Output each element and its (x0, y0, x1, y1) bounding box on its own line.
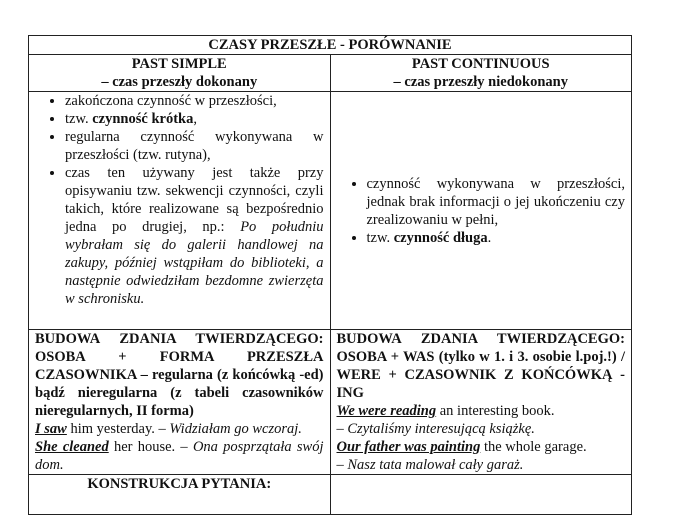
example: She cleaned her house. – Ona posprzątała swój dom. (35, 439, 324, 473)
list-item: • czynność wykonywana w przeszłości, jednak brak informacji o jej ukończeniu czy zrealizowaniu w pełni, (367, 175, 626, 229)
list-item: • tzw. czynność długa. (367, 229, 626, 247)
past-continuous-usage (330, 92, 632, 330)
list-item: • czas ten używany jest także przy opisywaniu tzw. sekwencji czynności, czyli takich, które realizowane są bezpośrednio jedna po drugiej, np.: Po południu wybrałam się do galerii handlowej na zakupy, później wstąpiłam do biblioteki, a następnie odwiedziłam bezdomne zwierzęta w schronisku. (65, 164, 324, 308)
question-construction-header: KONSTRUKCJA PYTANIA: (29, 475, 331, 515)
example: Our father was painting the whole garage. – Nasz tata malował cały garaż. (336, 439, 587, 473)
list-item: • zakończona czynność w przeszłości, (65, 92, 324, 110)
past-continuous-header: PAST CONTINUOUS – czas przeszły niedokonany (330, 55, 632, 92)
past-simple-header: PAST SIMPLE – czas przeszły dokonany (29, 55, 331, 92)
tenses-comparison-table (28, 35, 632, 515)
past-simple-usage (29, 92, 331, 330)
list-item: • regularna czynność wykonywana w przeszłości (tzw. rutyna), (65, 128, 324, 164)
example: We were reading an interesting book. – Czytaliśmy interesującą książkę. (336, 403, 555, 437)
table-title: CZASY PRZESZŁE - PORÓWNANIE (29, 36, 632, 55)
past-simple-structure: BUDOWA ZDANIA TWIERDZĄCEGO: OSOBA + FORMA PRZESZŁA CZASOWNIKA – regularna (z końcówką -ed) bądź nieregularna (z tabeli czasowników nieregularnych, II forma) I saw him yesterday. – Widziałam go wczoraj. She cleaned her house. – Ona posprzątała swój dom. (29, 330, 331, 475)
list-item: • tzw. czynność krótka, (65, 110, 324, 128)
past-continuous-structure: BUDOWA ZDANIA TWIERDZĄCEGO: OSOBA + WAS (tylko w 1. i 3. osobie l.poj.!) / WERE + CZASOWNIK Z KOŃCÓWKĄ -ING We were reading an interesting book. – Czytaliśmy interesującą książkę. Our father was painting the whole garage. – Nasz tata malował cały garaż. (330, 330, 632, 475)
empty-cell (330, 475, 632, 515)
example: I saw him yesterday. – Widziałam go wczoraj. (35, 421, 302, 437)
